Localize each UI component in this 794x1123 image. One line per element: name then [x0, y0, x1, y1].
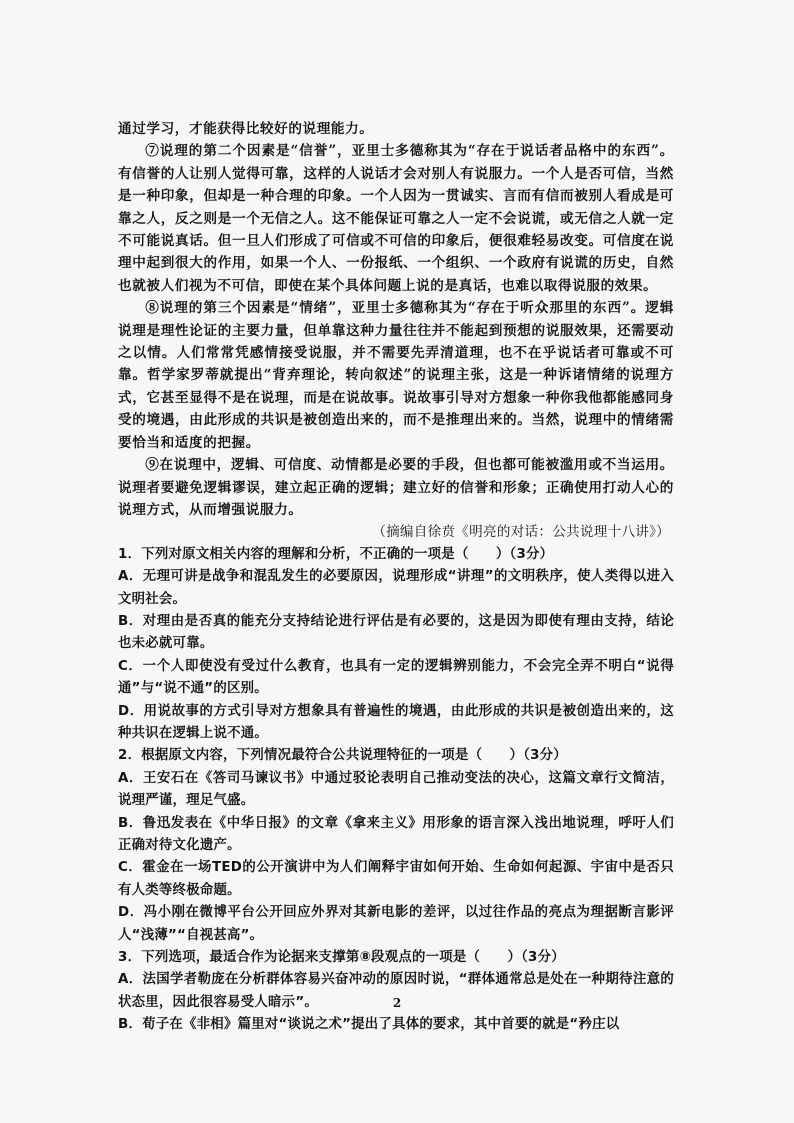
question-2-option-b: B．鲁迅发表在《中华日报》的文章《拿来主义》用形象的语言深入浅出地说理，呼吁人们正确对待文化遗产。	[118, 815, 674, 853]
passage-paragraph-7: ⑦说理的第二个因素是“信誉”，亚里士多德称其为“存在于说话者品格中的东西”。有信誉的人让别人觉得可靠，这样的人说话才会对别人有说服力。一个人是否可信，当然是一种印象，但却是一种合理的印象。一个人因为一贯诚实、言而有信而被别人看成是可靠之人，反之则是一个无信之人。这不能保证可靠之人一定不会说谎，或无信之人就一定不可能说真话。但一旦人们形成了可信或不可信的印象后，便很难轻易改变。可信度在说理中起到很大的作用，如果一个人、一份报纸、一个组织、一个政府有说谎的历史，自然也就被人们视为不可信，即使在某个具体问题上说的是真话，也难以取得说服的效果。	[118, 143, 674, 294]
question-1-option-d: D．用说故事的方式引导对方想象具有普遍性的境遇，由此形成的共识是被创造出来的，这种共识在逻辑上说不通。	[118, 703, 674, 741]
question-2-stem: 2．根据原文内容，下列情况最符合公共说理特征的一项是（ ）（3分）	[118, 748, 567, 764]
question-2-option-a: A．王安石在《答司马谏议书》中通过驳论表明自己推动变法的决心，这篇文章行文简洁，说理严谨，理足气盛。	[118, 770, 674, 809]
question-1-option-b: B．对理由是否真的能充分支持结论进行评估是有必要的，这是因为即使有理由支持，结论也未必就可靠。	[118, 613, 674, 652]
question-1-stem: 1．下列对原文相关内容的理解和分析，不正确的一项是（ ）（3分）	[118, 546, 554, 562]
question-3-stem: 3．下列选项，最适合作为论据来支撑第⑧段观点的一项是（ ）（3分）	[118, 950, 565, 966]
question-2-option-c: C．霍金在一场TED的公开演讲中为人们阐释宇宙如何开始、生命如何起源、宇宙中是否只有人类等终极命题。	[118, 860, 674, 898]
question-1-option-c: C．一个人即使没有受过什么教育，也具有一定的逻辑辨别能力，不会完全弄不明白“说得通”与“说不通”的区别。	[118, 658, 674, 697]
question-3-option-a: A．法国学者勒庞在分析群体容易兴奋冲动的原因时说，“群体通常总是处在一种期待注意的状态里，因此很容易受人暗示”。	[118, 972, 674, 1010]
question-3-option-b: B．荀子在《非相》篇里对“谈说之术”提出了具体的要求，其中首要的就是“矜庄以	[118, 1017, 620, 1033]
passage-paragraph-9: ⑨在说理中，逻辑、可信度、动情都是必要的手段，但也都可能被滥用或不当运用。说理者要避免逻辑谬误，建立起正确的逻辑；建立好的信誉和形象；正确使用打动人心的说理方式，从而增强说服力。	[118, 457, 674, 518]
passage-source: （摘编自徐贲《明亮的对话：公共说理十八讲》）	[372, 524, 670, 541]
passage-line-0: 通过学习，才能获得比较好的说理能力。	[118, 121, 374, 137]
page-content	[118, 118, 674, 1037]
passage-paragraph-8: ⑧说理的第三个因素是“情绪”，亚里士多德称其为“存在于听众那里的东西”。逻辑说理是理性论证的主要力量，但单靠这种力量往往并不能起到预想的说服效果，还需要动之以情。人们常常凭感情接受说服，并不需要先弄清道理，也不在乎说话者可靠或不可靠。哲学家罗蒂就提出“背弃理论，转向叙述”的说理主张，这是一种诉诸情绪的说理方式，它甚至显得不是在说理，而是在说故事。说故事引导对方想象一种你我他都能感同身受的境遇，由此形成的共识是被创造出来的，而不是推理出来的。当然，说理中的情绪需要恰当和适度的把握。	[118, 300, 674, 451]
question-1-option-a: A．无理可讲是战争和混乱发生的必要原因，说理形成“讲理”的文明秩序，使人类得以进入文明社会。	[118, 569, 674, 607]
page-number: 2	[392, 996, 402, 1010]
question-2-option-d: D．冯小刚在微博平台公开回应外界对其新电影的差评，以过往作品的亮点为理据断言影评人“浅薄”“自视甚高”。	[118, 905, 674, 943]
